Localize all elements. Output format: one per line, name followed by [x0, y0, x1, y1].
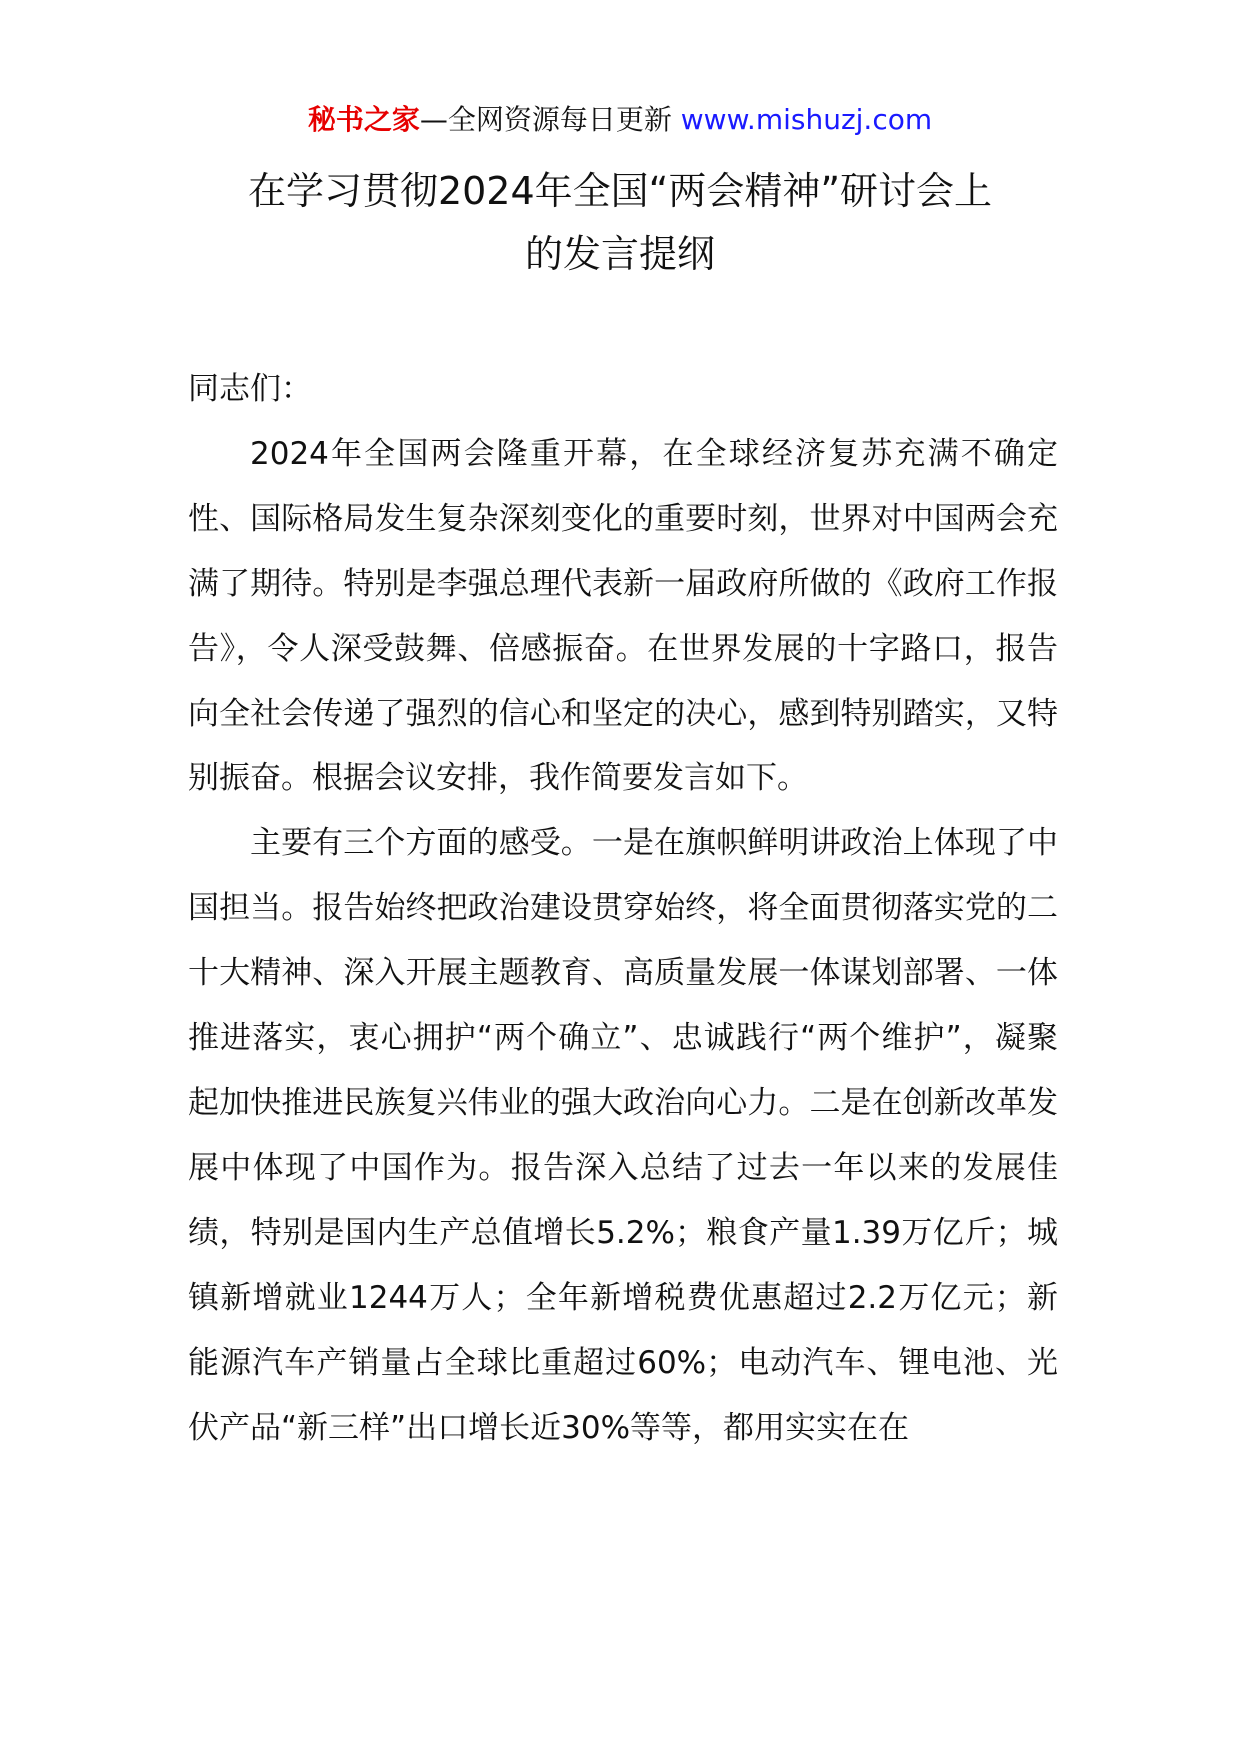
- site-slogan: —全网资源每日更新: [419, 103, 681, 136]
- paragraph-2: 主要有三个方面的感受。一是在旗帜鲜明讲政治上体现了中国担当。报告始终把政治建设贯穿始终，将全面贯彻落实党的二十大精神、深入开展主题教育、高质量发展一体谋划部署、一体推进落实，衷心拥护“两个确立”、忠诚践行“两个维护”，凝聚起加快推进民族复兴伟业的强大政治向心力。二是在创新改革发展中体现了中国作为。报告深入总结了过去一年以来的发展佳绩，特别是国内生产总值增长5.2%；粮食产量1.39万亿斤；城镇新增就业1244万人；全年新增税费优惠超过2.2万亿元；新能源汽车产销量占全球比重超过60%；电动汽车、锂电池、光伏产品“新三样”出口增长近30%等等，都用实实在在: [188, 825, 1058, 1446]
- document-body: [188, 357, 1058, 1460]
- document-title: [0, 160, 1240, 286]
- paragraph-1: 2024年全国两会隆重开幕，在全球经济复苏充满不确定性、国际格局发生复杂深刻变化的重要时刻，世界对中国两会充满了期待。特别是李强总理代表新一届政府所做的《政府工作报告》，令人深受鼓舞、倍感振奋。在世界发展的十字路口，报告向全社会传递了强烈的信心和坚定的决心，感到特别踏实，又特别振奋。根据会议安排，我作简要发言如下。: [188, 435, 1058, 797]
- site-header: [0, 100, 1240, 140]
- site-url-link[interactable]: www.mishuzj.com: [680, 103, 933, 136]
- title-line-2: 的发言提纲: [524, 232, 715, 276]
- title-line-1: 在学习贯彻2024年全国“两会精神”研讨会上: [247, 169, 993, 213]
- site-name: 秘书之家: [307, 103, 420, 136]
- salutation: 同志们：: [188, 371, 312, 407]
